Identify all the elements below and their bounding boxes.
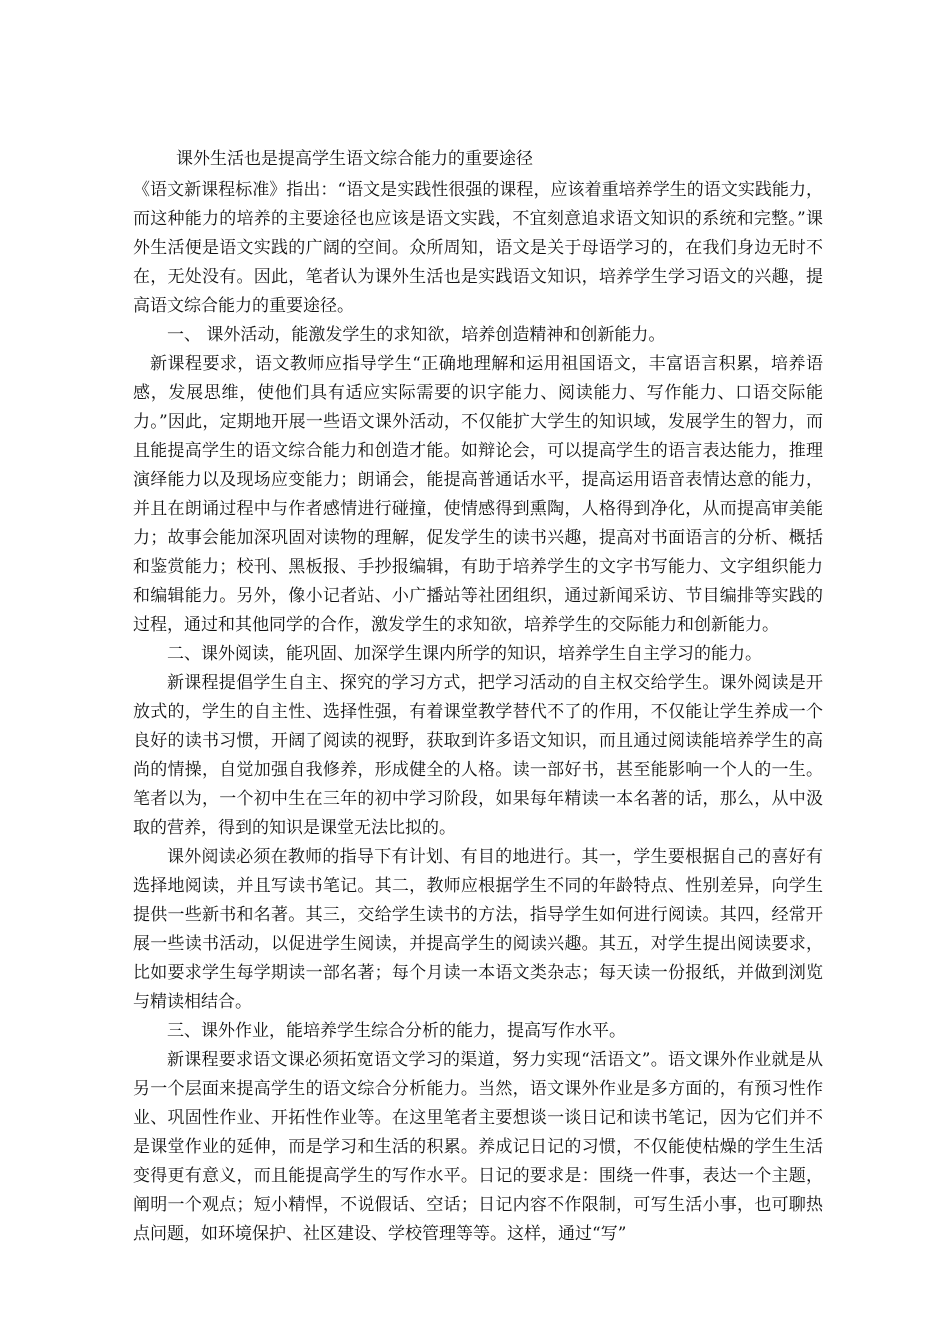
paragraph-intro: 《语文新课程标准》指出：“语文是实践性很强的课程，应该着重培养学生的语文实践能力，而这种能力的培养的主要途径也应该是语文实践，不宜刻意追求语文知识的系统和完整。”课外生活便是语文实践的广阔的空间。众所周知，语文是关于母语学习的，在我们身边无时不在，无处没有。因此，笔者认为课外生活也是实践语文知识，培养学生学习语文的兴趣，提高语文综合能力的重要途径。	[133, 180, 823, 316]
paragraph-reading-guidance: 课外阅读必须在教师的指导下有计划、有目的地进行。其一，学生要根据自己的喜好有选择地阅读，并且写读书笔记。其二，教师应根据学生不同的年龄特点、性别差异，向学生提供一些新书和名著。其三，交给学生读书的方法，指导学生如何进行阅读。其四，经常开展一些读书活动，以促进学生阅读，并提高学生的阅读兴趣。其五，对学生提出阅读要求，比如要求学生每学期读一部名著；每个月读一本语文类杂志；每天读一份报纸，并做到浏览与精读相结合。	[133, 847, 823, 1012]
paragraph-activities: 新课程要求，语文教师应指导学生“正确地理解和运用祖国语文，丰富语言积累，培养语感，发展思维，使他们具有适应实际需要的识字能力、阅读能力、写作能力、口语交际能力。”因此，定期地开展一些语文课外活动，不仅能扩大学生的知识域，发展学生的智力，而且能提高学生的语文综合能力和创造才能。如辩论会，可以提高学生的语言表达能力，推理演绎能力以及现场应变能力；朗诵会，能提高普通话水平，提高运用语音表情达意的能力，并且在朗诵过程中与作者感情进行碰撞，使情感得到熏陶，人格得到净化，从而提高审美能力；故事会能加深巩固对读物的理解，促发学生的读书兴趣，提高对书面语言的分析、概括和鉴赏能力；校刊、黑板报、手抄报编辑，有助于培养学生的文字书写能力、文字组织能力和编辑能力。另外，像小记者站、小广播站等社团组织，通过新闻采访、节目编排等实践的过程，通过和其他同学的合作，激发学生的求知欲，培养学生的交际能力和创新能力。	[133, 354, 823, 635]
section-heading-1: 一、 课外活动，能激发学生的求知欲，培养创造精神和创新能力。	[167, 325, 666, 345]
paragraph-reading: 新课程提倡学生自主、探究的学习方式，把学习活动的自主权交给学生。课外阅读是开放式的，学生的自主性、选择性强，有着课堂教学替代不了的作用，不仅能让学生养成一个良好的读书习惯，开阔了阅读的视野，获取到许多语文知识，而且通过阅读能培养学生的高尚的情操，自觉加强自我修养，形成健全的人格。读一部好书，甚至能影响一个人的一生。笔者以为，一个初中生在三年的初中学习阶段，如果每年精读一本名著的话，那么，从中汲取的营养，得到的知识是课堂无法比拟的。	[133, 673, 823, 838]
section-heading-2: 二、课外阅读，能巩固、加深学生课内所学的知识，培养学生自主学习的能力。	[167, 644, 762, 664]
section-heading-3: 三、课外作业，能培养学生综合分析的能力，提高写作水平。	[167, 1021, 626, 1041]
paragraph-homework: 新课程要求语文课必须拓宽语文学习的渠道，努力实现“活语文”。语文课外作业就是从另一个层面来提高学生的语文综合分析能力。当然，语文课外作业是多方面的，有预习性作业、巩固性作业、开拓性作业等。在这里笔者主要想谈一谈日记和读书笔记，因为它们并不是课堂作业的延伸，而是学习和生活的积累。养成记日记的习惯，不仅能使枯燥的学生生活变得更有意义，而且能提高学生的写作水平。日记的要求是：围绕一件事，表达一个主题，阐明一个观点；短小精悍，不说假话、空话；日记内容不作限制，可写生活小事，也可聊热点问题，如环境保护、社区建设、学校管理等等。这样，通过“写”	[133, 1050, 823, 1244]
document-page	[133, 145, 823, 1249]
document-title: 课外生活也是提高学生语文综合能力的重要途径	[176, 149, 533, 169]
